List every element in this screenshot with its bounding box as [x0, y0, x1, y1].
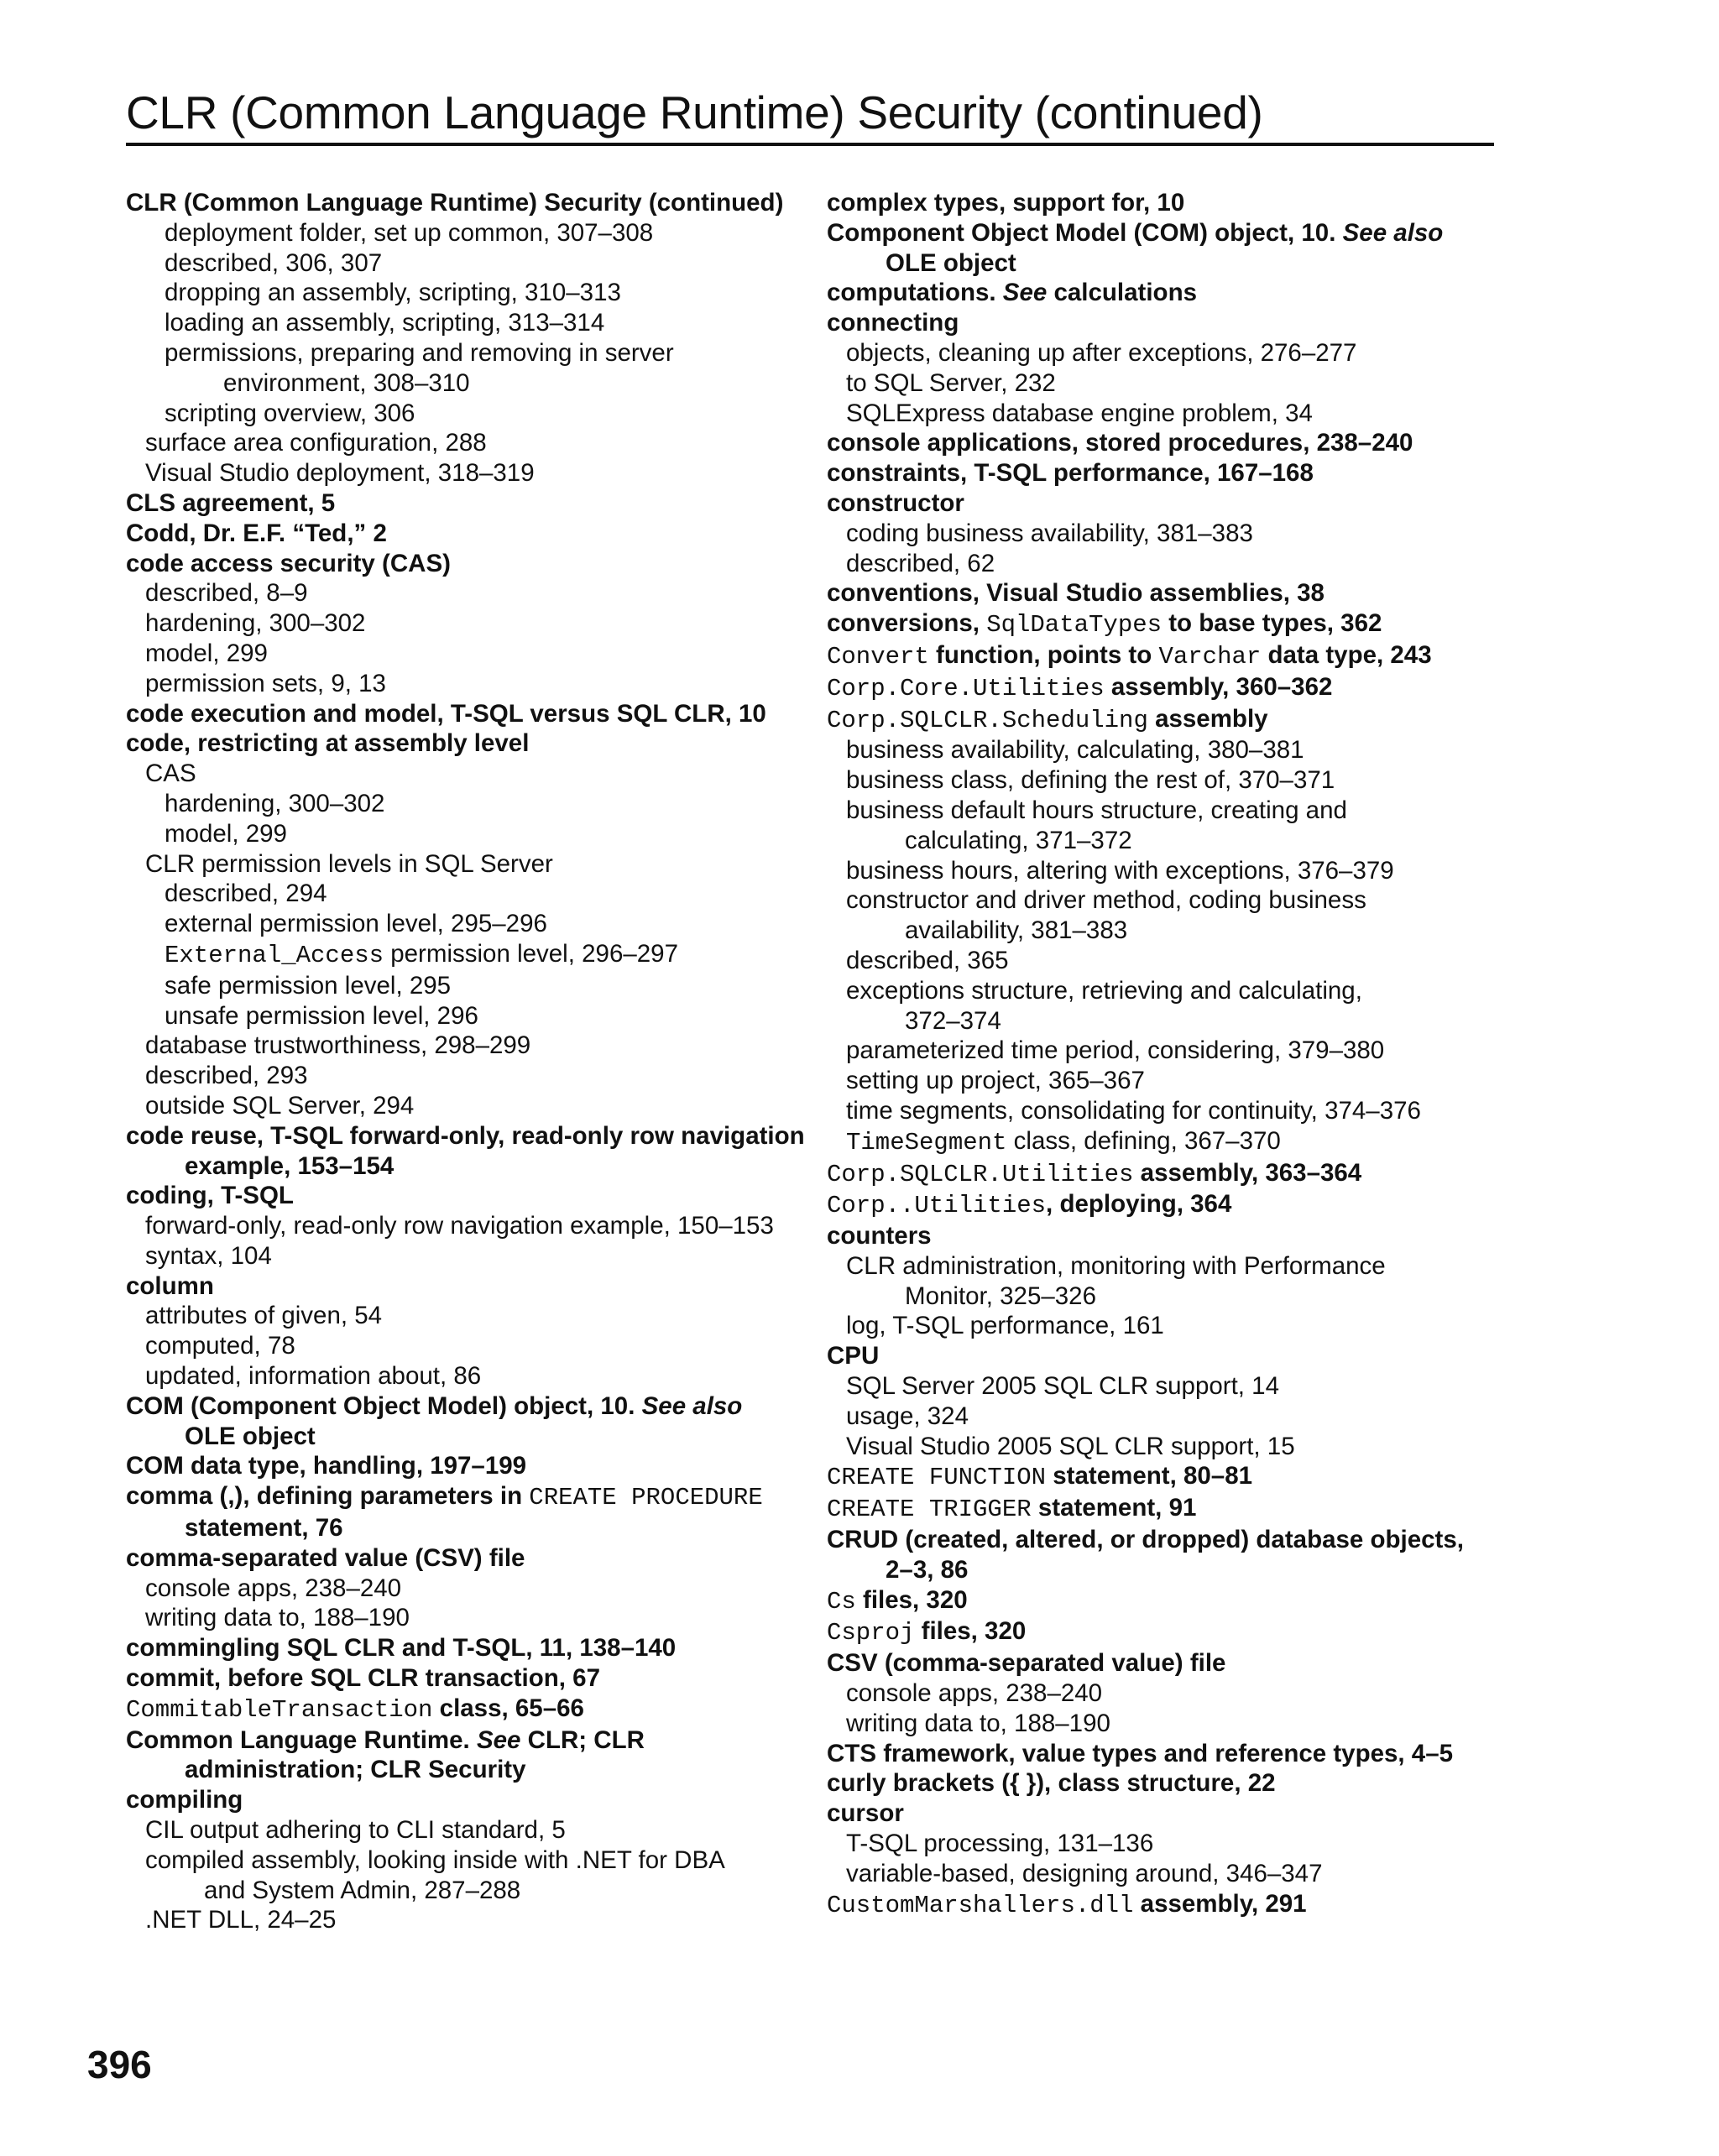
index-subsubentry [165, 308, 797, 338]
entry-text: 372–374 [905, 1006, 1001, 1035]
code-term: Corp.SQLCLR.Scheduling [827, 706, 1148, 734]
index-entry [827, 1798, 1507, 1829]
entry-text: constructor [827, 488, 964, 517]
entry-text: assembly, 363–364 [1133, 1158, 1362, 1187]
index-subentry [846, 1402, 1507, 1432]
entry-text: code reuse, T-SQL forward-only, read-only row navigation [126, 1121, 805, 1150]
code-term: CREATE TRIGGER [827, 1496, 1032, 1524]
index-entry-continuation [905, 1006, 1507, 1036]
see-reference: See [476, 1725, 521, 1754]
entry-text: writing data to, 188–190 [145, 1604, 410, 1632]
entry-text: writing data to, 188–190 [846, 1709, 1110, 1737]
index-entry [827, 578, 1507, 608]
index-entry [827, 1739, 1507, 1769]
index-subentry [846, 1066, 1507, 1096]
entry-text: complex types, support for, 10 [827, 189, 1185, 217]
running-head: CLR (Common Language Runtime) Security (continued) [126, 86, 1263, 138]
entry-text: console apps, 238–240 [846, 1679, 1103, 1708]
index-entry [126, 1451, 797, 1481]
index-subentry [846, 735, 1507, 765]
entry-text: CLR permission levels in SQL Server [145, 849, 553, 878]
entry-text: class, defining, 367–370 [1006, 1126, 1281, 1155]
entry-text: T-SQL processing, 131–136 [846, 1830, 1154, 1858]
index-subsubentry [165, 939, 797, 971]
index-subentry [846, 796, 1507, 826]
entry-text: syntax, 104 [145, 1241, 272, 1270]
entry-text: to SQL Server, 232 [846, 368, 1056, 397]
entry-text: unsafe permission level, 296 [165, 1001, 478, 1030]
code-term: CustomMarshallers.dll [827, 1891, 1134, 1919]
index-entry [126, 1181, 797, 1211]
entry-text: database trustworthiness, 298–299 [145, 1031, 531, 1060]
index-subentry [846, 1829, 1507, 1859]
index-subentry [846, 946, 1507, 976]
entry-text: .NET DLL, 24–25 [145, 1906, 337, 1934]
index-entry [827, 1341, 1507, 1371]
index-entry-continuation [905, 1282, 1507, 1312]
index-subentry [145, 1574, 797, 1604]
index-entry-continuation [905, 916, 1507, 946]
entry-text: CLR administration, monitoring with Performance [846, 1251, 1386, 1280]
index-subsubentry [165, 399, 797, 429]
index-subentry [145, 1905, 797, 1935]
entry-text: computations. [827, 279, 1003, 307]
code-term: Corp.Core.Utilities [827, 674, 1105, 702]
index-entry [126, 1633, 797, 1663]
index-entry [827, 672, 1507, 704]
entry-text: COM (Component Object Model) object, 10. [126, 1391, 642, 1420]
entry-text: CLS agreement, 5 [126, 488, 336, 517]
index-entry [126, 488, 797, 519]
code-term: Convert [827, 642, 929, 671]
entry-text: commit, before SQL CLR transaction, 67 [126, 1664, 600, 1693]
index-subentry [145, 1061, 797, 1091]
entry-text: parameterized time period, considering, 379–380 [846, 1036, 1385, 1065]
entry-text: cursor [827, 1799, 904, 1828]
index-entry [827, 640, 1507, 672]
index-subentry [145, 1845, 797, 1876]
code-term: CREATE PROCEDURE [529, 1484, 763, 1512]
code-term: Varchar [1158, 642, 1262, 671]
index-subentry [846, 1251, 1507, 1282]
entry-text: deployment folder, set up common, 307–308 [165, 218, 654, 247]
entry-text: dropping an assembly, scripting, 310–313 [165, 279, 621, 307]
entry-text: class, 65–66 [432, 1694, 584, 1722]
index-entry [827, 1648, 1507, 1678]
index-entry [126, 1543, 797, 1574]
entry-text: time segments, consolidating for continuity, 374–376 [846, 1096, 1421, 1125]
index-entry-continuation [204, 1876, 797, 1906]
entry-text: files, 320 [914, 1617, 1027, 1646]
entry-text: console apps, 238–240 [145, 1574, 402, 1602]
entry-text: business availability, calculating, 380–381 [846, 736, 1304, 765]
entry-text: CTS framework, value types and reference types, 4–5 [827, 1739, 1454, 1767]
entry-text: Codd, Dr. E.F. “Ted,” 2 [126, 519, 387, 547]
entry-text: CAS [145, 760, 196, 788]
index-entry [126, 1121, 805, 1151]
entry-text: coding business availability, 381–383 [846, 519, 1253, 547]
entry-text: objects, cleaning up after exceptions, 276–277 [846, 338, 1357, 367]
entry-text: CSV (comma-separated value) file [827, 1649, 1226, 1678]
index-entry [827, 488, 1507, 519]
code-term: Csproj [827, 1619, 915, 1647]
index-entry [827, 188, 1507, 218]
index-entry [126, 1785, 797, 1815]
index-subentry [145, 458, 797, 488]
index-entry-continuation [886, 248, 1507, 279]
code-term: Corp.SQLCLR.Utilities [827, 1160, 1134, 1188]
index-subentry [145, 1031, 797, 1061]
entry-text: files, 320 [855, 1585, 968, 1614]
index-subsubentry [165, 909, 797, 939]
entry-text: CLR (Common Language Runtime) Security (continued) [126, 189, 784, 217]
entry-text: described, 62 [846, 549, 995, 577]
index-subsubentry [165, 338, 797, 368]
index-entry [126, 1391, 797, 1422]
index-subentry [846, 765, 1507, 796]
entry-text: described, 8–9 [145, 579, 308, 608]
entry-text: CIL output adhering to CLI standard, 5 [145, 1816, 566, 1845]
index-subentry [846, 1311, 1507, 1341]
index-subentry [846, 399, 1507, 429]
entry-text: outside SQL Server, 294 [145, 1091, 415, 1120]
entry-text: SQL Server 2005 SQL CLR support, 14 [846, 1372, 1279, 1401]
index-subentry [145, 639, 797, 669]
index-entry [827, 1585, 1507, 1617]
entry-text: 2–3, 86 [886, 1555, 969, 1584]
index-subentry [145, 1815, 797, 1845]
index-entry-continuation [185, 1422, 797, 1452]
index-entry-continuation [185, 1755, 797, 1785]
entry-text: Visual Studio 2005 SQL CLR support, 15 [846, 1432, 1295, 1460]
index-subentry [846, 1678, 1507, 1709]
see-reference: See [1002, 279, 1048, 307]
index-subsubentry [165, 971, 797, 1001]
index-subentry [846, 1096, 1507, 1126]
index-entry [827, 1493, 1507, 1525]
index-entry [827, 278, 1507, 308]
index-subentry [145, 428, 797, 458]
index-entry [827, 1221, 1507, 1251]
entry-text: compiled assembly, looking inside with .NET for DBA [145, 1845, 725, 1874]
entry-text: compiling [126, 1786, 243, 1814]
entry-text: described, 306, 307 [165, 248, 383, 277]
code-term: TimeSegment [846, 1128, 1007, 1156]
index-entry [827, 704, 1507, 736]
entry-text: setting up project, 365–367 [846, 1067, 1145, 1095]
index-subentry [145, 578, 797, 608]
index-entry [827, 458, 1507, 488]
entry-text: comma (,), defining parameters in [126, 1482, 530, 1511]
entry-text: permissions, preparing and removing in server [165, 338, 674, 367]
entry-text: hardening, 300–302 [165, 789, 385, 817]
entry-text: Visual Studio deployment, 318–319 [145, 459, 535, 488]
entry-text: permission sets, 9, 13 [145, 669, 386, 697]
index-subsubentry [165, 1001, 797, 1031]
entry-text: CLR; CLR [520, 1725, 645, 1754]
index-entry [126, 1663, 797, 1694]
entry-text: console applications, stored procedures, 238–240 [827, 429, 1413, 457]
entry-text: described, 365 [846, 946, 1009, 974]
entry-text: model, 299 [145, 639, 268, 667]
entry-text: code execution and model, T-SQL versus SQL CLR, 10 [126, 699, 766, 728]
entry-text: conversions, [827, 609, 987, 638]
see-reference: See also [1342, 218, 1444, 247]
index-entry [827, 428, 1507, 458]
index-subentry [145, 1361, 797, 1391]
index-entry [827, 608, 1507, 640]
index-subentry [145, 1603, 797, 1633]
index-entry [827, 218, 1507, 248]
entry-text: column [126, 1271, 214, 1300]
index-entry-continuation [223, 368, 797, 399]
index-entry [827, 1525, 1507, 1555]
entry-text: calculations [1047, 279, 1197, 307]
entry-text: data type, 243 [1261, 640, 1432, 669]
entry-text: availability, 381–383 [905, 916, 1128, 945]
entry-text: external permission level, 295–296 [165, 910, 547, 938]
index-entry [827, 308, 1507, 338]
index-entry-continuation [185, 1151, 797, 1182]
index-subsubentry [165, 789, 797, 819]
index-entry [126, 188, 797, 218]
index-subentry [846, 1859, 1507, 1889]
index-subentry [846, 368, 1507, 399]
index-entry [126, 728, 797, 759]
entry-text: scripting overview, 306 [165, 399, 415, 427]
index-subentry [846, 549, 1507, 579]
entry-text: computed, 78 [145, 1332, 295, 1360]
index-subentry [145, 1301, 797, 1331]
index-entry [126, 699, 797, 729]
entry-text: assembly, 360–362 [1104, 672, 1333, 701]
index-entry-continuation [905, 826, 1507, 856]
entry-text: exceptions structure, retrieving and calculating, [846, 976, 1362, 1005]
index-subsubentry [165, 879, 797, 909]
index-entry [827, 1189, 1507, 1221]
index-entry-continuation [886, 1555, 1507, 1585]
entry-text: Component Object Model (COM) object, 10. [827, 218, 1343, 247]
code-term: Cs [827, 1587, 856, 1616]
code-term: External_Access [165, 941, 384, 969]
index-subentry [145, 1331, 797, 1361]
index-subentry [846, 1036, 1507, 1066]
entry-text: function, points to [928, 640, 1159, 669]
index-subentry [846, 1432, 1507, 1462]
entry-text: loading an assembly, scripting, 313–314 [165, 309, 605, 337]
index-subentry [846, 885, 1507, 916]
index-entry [126, 549, 797, 579]
entry-text: OLE object [185, 1422, 316, 1450]
index-subentry [145, 1211, 797, 1241]
index-subentry [846, 519, 1507, 549]
entry-text: COM data type, handling, 197–199 [126, 1452, 527, 1480]
index-entry [827, 1616, 1507, 1648]
entry-text: connecting [827, 309, 959, 337]
entry-text: commingling SQL CLR and T-SQL, 11, 138–140 [126, 1634, 677, 1663]
index-column-right [827, 188, 1507, 1920]
entry-text: environment, 308–310 [223, 368, 470, 397]
entry-text: updated, information about, 86 [145, 1362, 482, 1391]
index-entry [126, 1481, 797, 1513]
index-entry [126, 519, 797, 549]
index-subentry [846, 1126, 1507, 1158]
index-entry [827, 1461, 1507, 1493]
code-term: CREATE FUNCTION [827, 1464, 1047, 1492]
entry-text: attributes of given, 54 [145, 1302, 383, 1330]
index-entry [126, 1271, 797, 1302]
entry-text: Common Language Runtime. [126, 1725, 477, 1754]
see-reference: See also [641, 1391, 743, 1420]
entry-text: log, T-SQL performance, 161 [846, 1312, 1164, 1340]
entry-text: counters [827, 1222, 932, 1250]
entry-text: example, 153–154 [185, 1151, 394, 1180]
entry-text: code, restricting at assembly level [126, 729, 530, 758]
index-subentry [145, 608, 797, 639]
entry-text: constructor and driver method, coding business [846, 886, 1366, 915]
entry-text: constraints, T-SQL performance, 167–168 [827, 459, 1314, 488]
index-subentry [846, 338, 1507, 368]
entry-text: model, 299 [165, 819, 287, 848]
entry-text: hardening, 300–302 [145, 609, 366, 638]
index-entry-continuation [185, 1513, 797, 1543]
entry-text: described, 293 [145, 1062, 308, 1090]
entry-text: code access security (CAS) [126, 549, 451, 577]
index-subsubentry [165, 218, 797, 248]
index-subentry [145, 849, 797, 880]
page-number: 396 [87, 2043, 152, 2086]
index-subentry [145, 759, 797, 789]
entry-text: assembly, 291 [1133, 1889, 1307, 1918]
index-entry [827, 1768, 1507, 1798]
index-entry [827, 1889, 1507, 1921]
entry-text: OLE object [886, 248, 1016, 277]
code-term: CommitableTransaction [126, 1695, 433, 1724]
code-term: SqlDataTypes [986, 611, 1163, 639]
entry-text: to base types, 362 [1162, 609, 1382, 638]
index-subentry [145, 669, 797, 699]
entry-text: comma-separated value (CSV) file [126, 1543, 525, 1572]
entry-text: CPU [827, 1342, 880, 1370]
entry-text: usage, 324 [846, 1402, 969, 1430]
entry-text: statement, 91 [1031, 1494, 1197, 1522]
entry-text: , deploying, 364 [1046, 1190, 1232, 1219]
index-subentry [846, 976, 1507, 1006]
index-subsubentry [165, 278, 797, 308]
entry-text: curly brackets ({ }), class structure, 22 [827, 1769, 1276, 1798]
index-subsubentry [165, 819, 797, 849]
entry-text: variable-based, designing around, 346–347 [846, 1859, 1323, 1887]
entry-text: calculating, 371–372 [905, 826, 1132, 854]
entry-text: and System Admin, 287–288 [204, 1876, 521, 1904]
entry-text: business hours, altering with exceptions, 376–379 [846, 856, 1394, 885]
entry-text: statement, 76 [185, 1514, 343, 1543]
entry-text: coding, T-SQL [126, 1182, 294, 1210]
index-subentry [846, 1371, 1507, 1402]
entry-text: business default hours structure, creating and [846, 796, 1347, 824]
code-term: Corp..Utilities [827, 1192, 1047, 1220]
entry-text: described, 294 [165, 880, 327, 908]
index-column-left [126, 188, 805, 1935]
header-rule [126, 143, 1494, 146]
index-subentry [846, 1709, 1507, 1739]
index-entry [126, 1694, 797, 1725]
entry-text: conventions, Visual Studio assemblies, 38 [827, 579, 1325, 608]
index-entry [126, 1725, 797, 1756]
entry-text: business class, defining the rest of, 370–371 [846, 766, 1335, 795]
entry-text: CRUD (created, altered, or dropped) database objects, [827, 1526, 1464, 1554]
entry-text: administration; CLR Security [185, 1756, 526, 1784]
index-subentry [846, 856, 1507, 886]
index-subentry [145, 1241, 797, 1271]
entry-text: statement, 80–81 [1046, 1462, 1253, 1490]
entry-text: forward-only, read-only row navigation example, 150–153 [145, 1212, 774, 1240]
index-subsubentry [165, 248, 797, 279]
entry-text: surface area configuration, 288 [145, 429, 487, 457]
entry-text: Monitor, 325–326 [905, 1282, 1096, 1310]
entry-text: SQLExpress database engine problem, 34 [846, 399, 1313, 427]
index-subentry [145, 1091, 797, 1121]
entry-text: safe permission level, 295 [165, 971, 452, 1000]
index-entry [827, 1158, 1507, 1190]
entry-text: assembly [1147, 704, 1268, 733]
entry-text: permission level, 296–297 [384, 939, 678, 968]
